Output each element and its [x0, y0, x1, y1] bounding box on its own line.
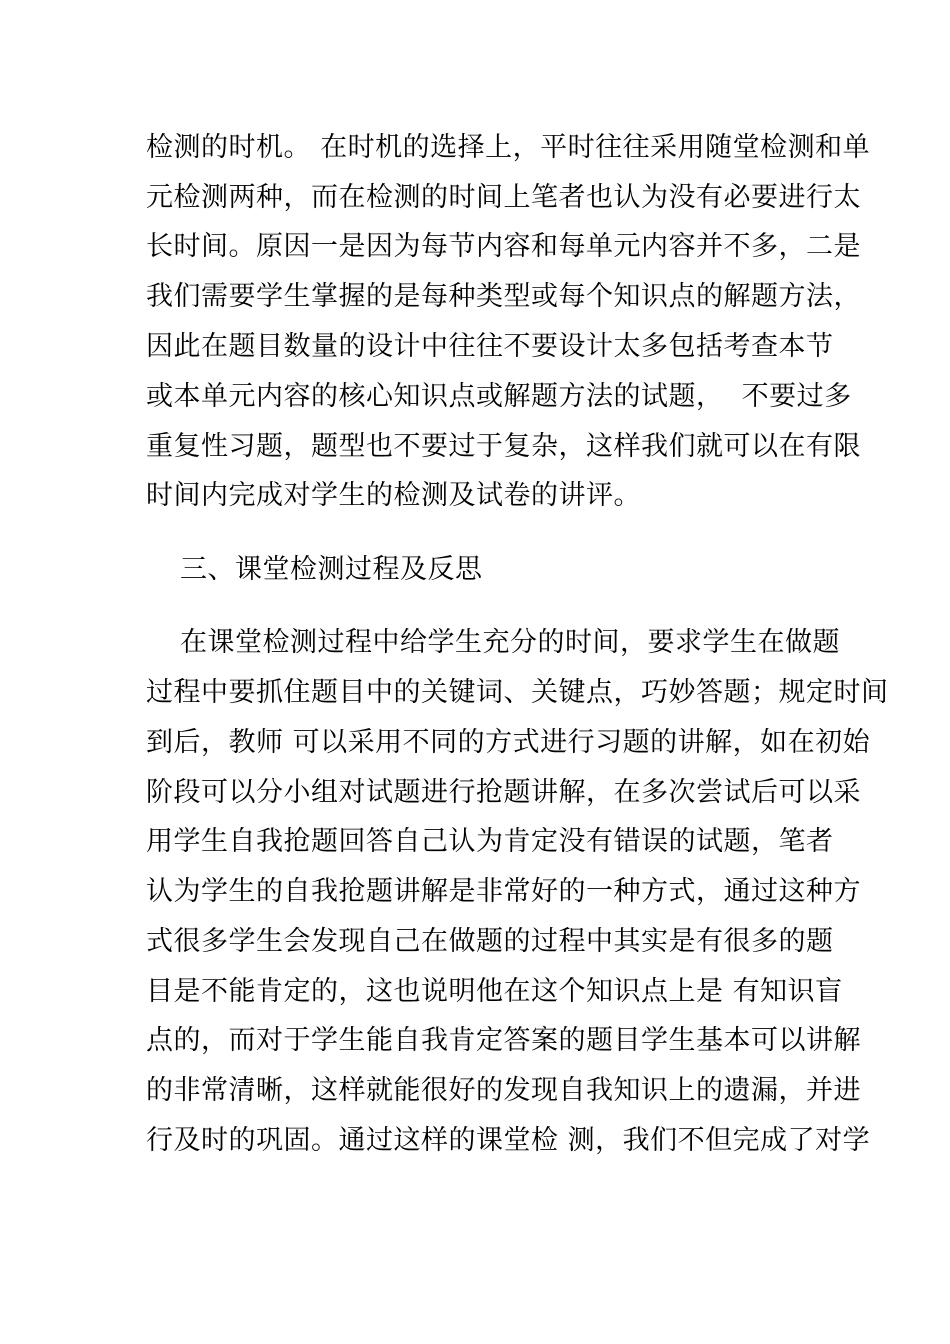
paragraph-2-line-7: 式很多学生会发现自己在做题的过程中其实是有很多的题 — [146, 926, 834, 957]
paragraph-2-line-10: 的非常清晰，这样就能很好的发现自我知识上的遗漏，并进 — [146, 1075, 861, 1106]
paragraph-2-line-11: 行及时的巩固。通过这样的课堂检 测，我们不但完成了对学 — [146, 1125, 871, 1156]
paragraph-1-line-8: 时间内完成对学生的检测及试卷的讲评。 — [146, 480, 641, 511]
paragraph-2-line-8: 目是不能肯定的，这也说明他在这个知识点上是 有知识盲 — [146, 976, 843, 1007]
paragraph-2-line-9: 点的，而对于学生能自我肯定答案的题目学生基本可以讲解 — [146, 1025, 861, 1056]
paragraph-1-line-5: 因此在题目数量的设计中往往不要设计太多包括考查本节 — [146, 331, 834, 362]
paragraph-2-line-6: 认为学生的自我抢题讲解是非常好的一种方式，通过这种方 — [146, 876, 861, 907]
paragraph-1-line-7: 重复性习题，题型也不要过于复杂，这样我们就可以在有限 — [146, 431, 861, 462]
paragraph-1-line-4: 我们需要学生掌握的是每种类型或每个知识点的解题方法， — [146, 281, 861, 312]
paragraph-1-line-3: 长时间。原因一是因为每节内容和每单元内容并不多，二是 — [146, 231, 861, 262]
paragraph-2-line-2: 过程中要抓住题目中的关键词、关键点，巧妙答题；规定时间 — [146, 677, 889, 708]
paragraph-2-line-4: 阶段可以分小组对试题进行抢题讲解，在多次尝试后可以采 — [146, 777, 861, 808]
paragraph-1-line-1: 检测的时机。 在时机的选择上，平时往往采用随堂检测和单 — [146, 132, 871, 163]
paragraph-1-line-6: 或本单元内容的核心知识点或解题方法的试题， 不要过多 — [146, 381, 852, 412]
paragraph-1-line-2: 元检测两种，而在检测的时间上笔者也认为没有必要进行太 — [146, 182, 861, 213]
section-heading: 三、课堂检测过程及反思 — [180, 554, 483, 585]
paragraph-2-line-5: 用学生自我抢题回答自己认为肯定没有错误的试题，笔者 — [146, 826, 834, 857]
paragraph-2-line-1: 在课堂检测过程中给学生充分的时间，要求学生在做题 — [180, 627, 840, 658]
paragraph-2-line-3: 到后，教师 可以采用不同的方式进行习题的讲解，如在初始 — [146, 727, 871, 758]
